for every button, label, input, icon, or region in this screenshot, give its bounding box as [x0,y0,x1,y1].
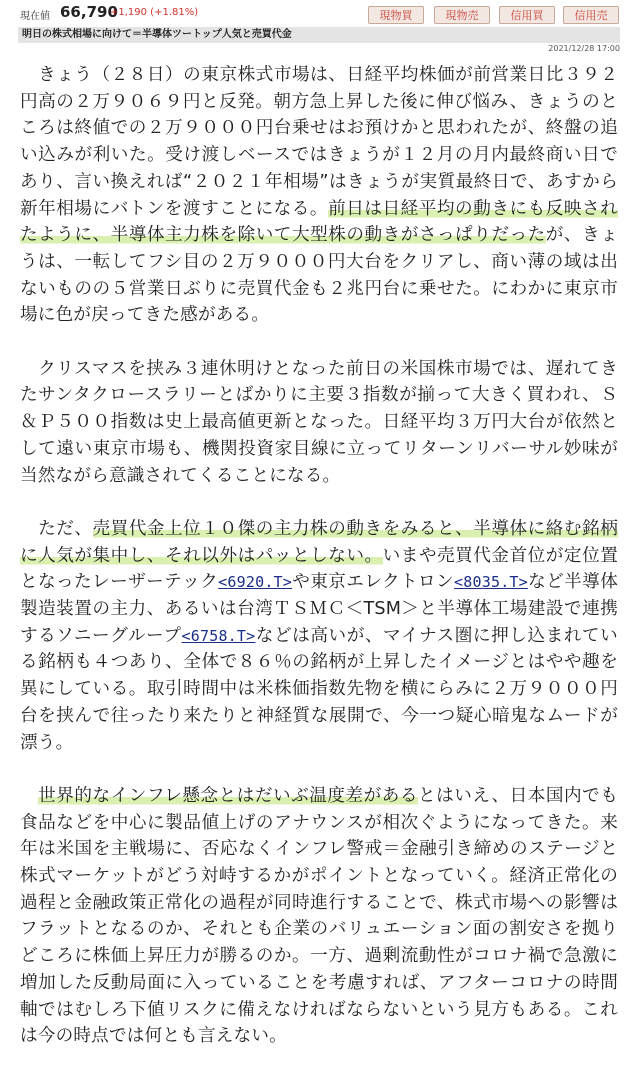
paragraph-3-text-e: などは高いが、マイナス圏に押し込まれている銘柄も４つあり、全体で８６％の銘柄が上昇したイメージとはやや趣を異にしている。取引時間中は米株価指数先物を横にらみに２万９０００円台を挟んで往ったり来たりと神経質な展開で、今一つ疑心暗鬼なムードが漂う。 [20,625,618,753]
paragraph-1-text-a: きょう（２８日）の東京株式市場は、日経平均株価が前営業日比３９２円高の２万９０６９円と反発。朝方急上昇した後に伸び悩み、きょうのところは終値での２万９０００円台乗せはお預けかと思われたが、終盤の追い込みが利いた。受け渡しベースではきょうが１２月の月内最終商い日であり、言い換えれば“２０２１年相場”はきょうが実質最終日で、あすから新年相場にバトンを渡すことになる。 [20,65,618,219]
stock-link-lasertec[interactable]: <6920.T> [218,573,293,592]
paragraph-4-text-b: とはいえ、日本国内でも食品などを中心に製品値上げのアナウンスが相次ぐようになってきた。来年は米国を主戦場に、否応なくインフレ警戒＝金融引き締めのステージと株式マーケットがどう対峙するかがポイントとなっていく。経済正常化の過程と金融政策正常化の過程が同時進行することで、株式市場への影響はフラットとなるのか、それとも企業のバリュエーション面の割安さを拠りどころに株価上昇圧力が勝るのか。一方、過剰流動性がコロナ禍で急激に増加した反動局面に入っていることを考慮すれば、アフターコロナの時間軸ではむしろ下値リスクに備えなければならないという見方もある。これは今の時点では何とも言えない。 [20,785,619,1047]
paragraph-3-text-c: や東京エレクトロン [292,572,455,593]
current-price: 66,790 [60,3,118,21]
paragraph-3 [20,516,618,756]
paragraph-1-highlight: 前日は日経平均の動きにも反映されたように、半導体主力株を除いて大型株の動きがさっぱりだった [20,198,618,246]
article-date: 2021/12/28 17:00 [548,44,620,53]
margin-sell-button[interactable]: 信用売 [563,6,619,24]
article-title: 明日の株式相場に向けて＝半導体ツートップ人気と売買代金 [18,27,620,43]
paragraph-4-text-a [20,786,38,806]
cash-sell-button[interactable]: 現物売 [434,6,490,24]
paragraph-1 [20,62,618,329]
paragraph-4 [20,783,618,1050]
stock-link-tokyo-electron[interactable]: <8035.T> [454,573,528,592]
article-body [20,62,618,1077]
paragraph-1-text-b: が、きょうは、一転してフシ目の２万９０００円大台をクリアし、商い薄の域は出ないものの５営業日ぶりに売買代金も２兆円台に乗せた。にわかに東京市場に色が戻ってきた感がある。 [20,225,618,326]
margin-buy-button[interactable]: 信用買 [499,6,555,24]
paragraph-2: クリスマスを挟み３連休明けとなった前日の米国株市場では、遅れてきたサンタクロースラリーとばかりに主要３指数が揃って大きく買われ、Ｓ＆Ｐ５００指数は史上最高値更新となった。日経平均３万円大台が依然として遠い東京市場も、機関投資家目線に立ってリターンリバーサル妙味が当然ながら意識されてくることになる。 [20,358,618,486]
cash-buy-button[interactable]: 現物買 [368,6,424,24]
stock-link-sony[interactable]: <6758.T> [181,626,256,645]
paragraph-3-highlight: 売買代金上位１０傑の主力株の動きをみると、半導体に絡む銘柄に人気が集中し、それ以外はパッとしない。 [20,518,618,566]
paragraph-3-text-d: など半導体製造装置の主力、あるいは台湾ＴＳＭＣ＜TSM＞と半導体工場建設で連携するソニーグループ [20,572,618,646]
paragraph-3-text-a: ただ、 [20,518,93,539]
price-label: 現在値 [20,11,50,22]
paragraph-3-text-b: いまや売買代金首位が定位置となったレーザーテック [20,545,618,593]
paragraph-4-highlight: 世界的なインフレ懸念とはだいぶ温度差がある [38,785,418,806]
quote-bar [0,0,629,26]
price-change: +1,190 (+1.81%) [110,7,199,18]
